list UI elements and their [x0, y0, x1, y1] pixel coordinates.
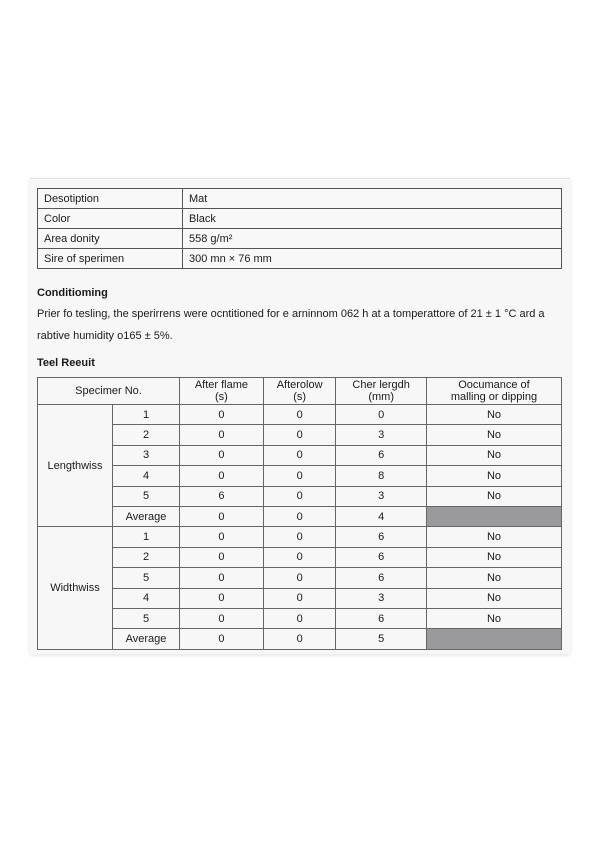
after-flame-value: 0 — [180, 425, 264, 445]
after-flame-value: 0 — [180, 466, 264, 486]
test-result-title: Teel Reeuit — [37, 357, 95, 369]
group-label-widthwise: Widthwiss — [38, 527, 113, 649]
average-char-length: 4 — [336, 506, 427, 526]
specimen-no: 3 — [113, 445, 180, 465]
char-length-value: 3 — [336, 486, 427, 506]
after-flame-value: 0 — [180, 445, 264, 465]
spec-label: Desotiption — [38, 189, 183, 209]
dripping-value: No — [426, 568, 561, 588]
after-glow-value: 0 — [263, 527, 336, 547]
after-flame-value: 0 — [180, 568, 264, 588]
average-char-length: 5 — [336, 629, 427, 649]
spec-label: Area donity — [38, 229, 183, 249]
conditioning-line-2: rabtive humidity o165 ± 5%. — [37, 330, 173, 342]
specimen-no: 2 — [113, 425, 180, 445]
after-glow-value: 0 — [263, 547, 336, 567]
after-glow-value: 0 — [263, 608, 336, 628]
average-after-glow: 0 — [263, 506, 336, 526]
spec-label: Color — [38, 209, 183, 229]
after-flame-value: 0 — [180, 608, 264, 628]
result-header-row — [38, 378, 562, 405]
table-row — [38, 486, 562, 506]
spec-value: 558 g/m² — [183, 229, 562, 249]
average-row — [38, 629, 562, 649]
spec-value: Black — [183, 209, 562, 229]
after-glow-value: 0 — [263, 486, 336, 506]
spec-value: Mat — [183, 189, 562, 209]
dripping-value: No — [426, 445, 561, 465]
char-length-value: 6 — [336, 568, 427, 588]
after-glow-value: 0 — [263, 466, 336, 486]
table-row — [38, 425, 562, 445]
header-after-glow — [263, 378, 336, 405]
after-glow-value: 0 — [263, 588, 336, 608]
average-after-glow: 0 — [263, 629, 336, 649]
average-label: Average — [113, 506, 180, 526]
char-length-value: 6 — [336, 527, 427, 547]
dripping-value: No — [426, 405, 561, 425]
table-row — [38, 527, 562, 547]
header-char-line1: Cher lergdh — [352, 379, 410, 391]
specimen-no: 5 — [113, 608, 180, 628]
header-char-length — [336, 378, 427, 405]
after-glow-value: 0 — [263, 568, 336, 588]
header-after-glow-line2: (s) — [293, 391, 307, 403]
after-flame-value: 6 — [180, 486, 264, 506]
header-occurrence — [426, 378, 561, 405]
table-row — [38, 547, 562, 567]
header-after-flame-line1: After flame — [194, 379, 249, 391]
specimen-no: 4 — [113, 466, 180, 486]
after-flame-value: 0 — [180, 405, 264, 425]
average-label: Average — [113, 629, 180, 649]
header-after-flame — [180, 378, 264, 405]
specimen-no: 2 — [113, 547, 180, 567]
spec-label: Sire of sperimen — [38, 249, 183, 269]
after-flame-value: 0 — [180, 527, 264, 547]
char-length-value: 8 — [336, 466, 427, 486]
table-row — [38, 588, 562, 608]
group-label-lengthwise: Lengthwiss — [38, 405, 113, 527]
after-glow-value: 0 — [263, 425, 336, 445]
after-flame-value: 0 — [180, 588, 264, 608]
after-flame-value: 0 — [180, 547, 264, 567]
spec-row — [38, 249, 562, 269]
specimen-no: 5 — [113, 486, 180, 506]
char-length-value: 3 — [336, 425, 427, 445]
table-row — [38, 568, 562, 588]
specimen-no: 4 — [113, 588, 180, 608]
char-length-value: 6 — [336, 608, 427, 628]
conditioning-text — [37, 303, 565, 347]
dripping-value: No — [426, 425, 561, 445]
header-specimen: Specimer No. — [38, 378, 180, 405]
spec-row — [38, 189, 562, 209]
spec-row — [38, 209, 562, 229]
document-sheet — [30, 178, 570, 654]
header-occ-line1: Oocumance of — [458, 379, 530, 391]
char-length-value: 6 — [336, 445, 427, 465]
dripping-value: No — [426, 466, 561, 486]
char-length-value: 6 — [336, 547, 427, 567]
test-result-table — [37, 377, 562, 650]
table-row — [38, 466, 562, 486]
average-after-flame: 0 — [180, 629, 264, 649]
conditioning-title: Conditioming — [37, 287, 108, 299]
header-after-glow-line1: Afterolow — [276, 379, 323, 391]
header-after-flame-line2: (s) — [215, 391, 228, 403]
specimen-no: 5 — [113, 568, 180, 588]
table-row — [38, 445, 562, 465]
average-after-flame: 0 — [180, 506, 264, 526]
average-dripping-empty — [426, 629, 561, 649]
table-row — [38, 608, 562, 628]
specimen-info-table — [37, 188, 562, 269]
char-length-value: 0 — [336, 405, 427, 425]
average-row — [38, 506, 562, 526]
header-char-line2: (mm) — [368, 391, 394, 403]
average-dripping-empty — [426, 506, 561, 526]
conditioning-line-1: Prier fo tesling, the sperirrens were ocntitioned for e arninnom 062 h at a tomperattore of 21 ± 1 °C ard a — [37, 308, 545, 320]
char-length-value: 3 — [336, 588, 427, 608]
dripping-value: No — [426, 588, 561, 608]
specimen-no: 1 — [113, 527, 180, 547]
spec-row — [38, 229, 562, 249]
after-glow-value: 0 — [263, 405, 336, 425]
dripping-value: No — [426, 486, 561, 506]
specimen-no: 1 — [113, 405, 180, 425]
header-occ-line2: malling or dipping — [450, 391, 538, 403]
dripping-value: No — [426, 547, 561, 567]
after-glow-value: 0 — [263, 445, 336, 465]
dripping-value: No — [426, 608, 561, 628]
dripping-value: No — [426, 527, 561, 547]
spec-value: 300 mn × 76 mm — [183, 249, 562, 269]
table-row — [38, 405, 562, 425]
